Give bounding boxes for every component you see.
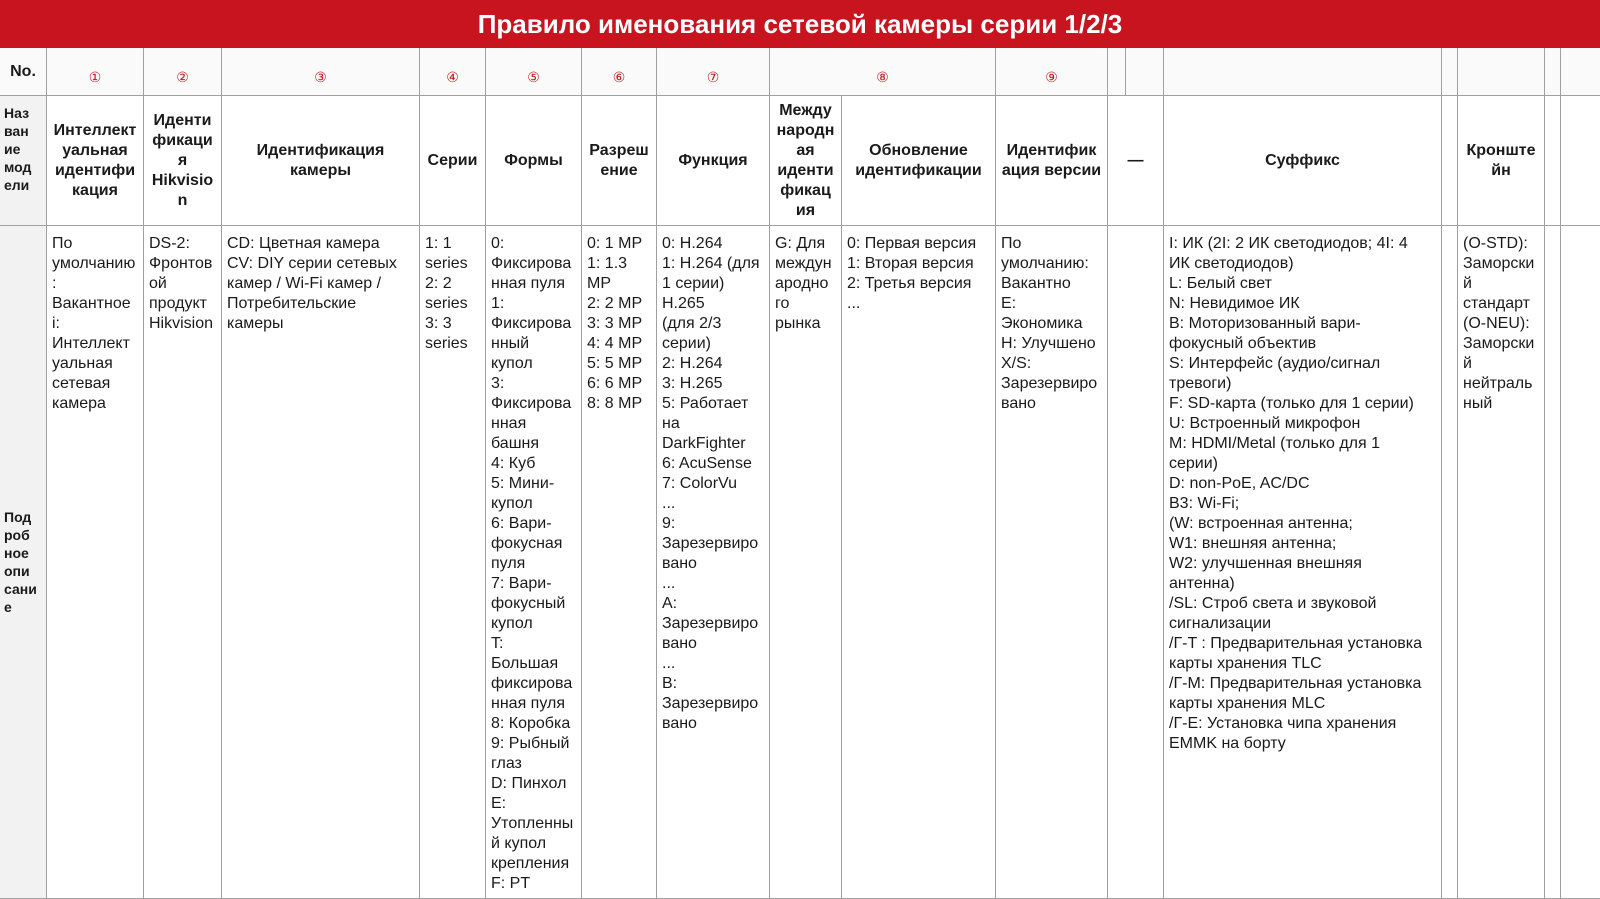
blank-header-cell bbox=[1164, 48, 1442, 96]
row-label-model-name: Наз ван ие мод ели bbox=[0, 96, 47, 226]
spacer-cell bbox=[1545, 226, 1561, 899]
spacer-cell bbox=[1442, 96, 1458, 226]
detail-international-id: G: Для междун ародно го рынка bbox=[770, 226, 842, 899]
col-header-version-id: Идентифик ация версии bbox=[996, 96, 1108, 226]
spacer-cell bbox=[1561, 96, 1600, 226]
col-header-suffix: Суффикс bbox=[1164, 96, 1442, 226]
blank-header-cell bbox=[1561, 48, 1600, 96]
col-header-international-id: Между народн ая иденти фикац ия bbox=[770, 96, 842, 226]
no-label: No. bbox=[0, 48, 47, 96]
blank-header-cell bbox=[1545, 48, 1561, 96]
col-header-hikvision-id: Иденти фикаци я Hikvisio n bbox=[144, 96, 222, 226]
num-4: ④ bbox=[420, 48, 486, 96]
col-header-bracket: Кронште йн bbox=[1458, 96, 1545, 226]
blank-header-cell bbox=[1458, 48, 1545, 96]
col-header-update-id: Обновление идентификации bbox=[842, 96, 996, 226]
detail-hikvision-id: DS-2: Фронтов ой продукт Hikvision bbox=[144, 226, 222, 899]
col-header-function: Функция bbox=[657, 96, 770, 226]
col-header-resolution: Разреш ение bbox=[582, 96, 657, 226]
blank-header-cell bbox=[1126, 48, 1164, 96]
col-header-intellectual-id: Интеллект уальная идентифи кация bbox=[47, 96, 144, 226]
spacer-cell bbox=[1561, 226, 1600, 899]
naming-rule-table bbox=[0, 48, 1600, 899]
detail-function: 0: H.264 1: H.264 (для 1 серии) H.265 (для 2/3 серии) 2: H.264 3: H.265 5: Работает на DarkFighter 6: AcuSense 7: ColorVu ... 9: Зарезервиро вано ... A: Зарезервиро вано ... B: Зарезервиро вано bbox=[657, 226, 770, 899]
col-header-forms: Формы bbox=[486, 96, 582, 226]
detail-update-id: 0: Первая версия 1: Вторая версия 2: Третья версия ... bbox=[842, 226, 996, 899]
detail-suffix: I: ИК (2I: 2 ИК светодиодов; 4I: 4 ИК светодиодов) L: Белый свет N: Невидимое ИК B: Моторизованный вари- фокусный объектив S: Интерфейс (аудио/сигнал тревоги) F: SD-карта (только для 1 серии) U: Встроенный микрофон M: HDMI/Metal (только для 1 серии) D: non-PoE, AC/DC B3: Wi-Fi; (W: встроенная антенна; W1: внешняя антенна; W2: улучшенная внешняя антенна) /SL: Строб света и звуковой сигнализации /Г-T : Предварительная установка карты хранения TLC /Г-M: Предварительная установка карты хранения MLC /Г-E: Установка чипа хранения EMMK на борту bbox=[1164, 226, 1442, 899]
num-1: ① bbox=[47, 48, 144, 96]
col-header-series: Серии bbox=[420, 96, 486, 226]
spacer-cell bbox=[1545, 96, 1561, 226]
col-header-dash: — bbox=[1108, 96, 1164, 226]
blank-header-cell bbox=[1442, 48, 1458, 96]
detail-bracket: (O-STD): Заморски й стандарт (O-NEU): Заморски й нейтраль ный bbox=[1458, 226, 1545, 899]
num-6: ⑥ bbox=[582, 48, 657, 96]
spacer-cell bbox=[1442, 226, 1458, 899]
detail-forms: 0: Фиксирова нная пуля 1: Фиксирова нный купол 3: Фиксирова нная башня 4: Куб 5: Мини- купол 6: Вари- фокусная пуля 7: Вари- фокусный купол T: Большая фиксирова нная пуля 8: Коробка 9: Рыбный глаз D: Пинхол E: Утопленны й купол крепления F: PT bbox=[486, 226, 582, 899]
num-9: ⑨ bbox=[996, 48, 1108, 96]
num-2: ② bbox=[144, 48, 222, 96]
row-label-description: Под роб ное опи сани е bbox=[0, 226, 47, 899]
blank-header-cell bbox=[1108, 48, 1126, 96]
detail-resolution: 0: 1 MP 1: 1.3 MP 2: 2 MP 3: 3 MP 4: 4 MP 5: 5 MP 6: 6 MP 8: 8 MP bbox=[582, 226, 657, 899]
detail-series: 1: 1 series 2: 2 series 3: 3 series bbox=[420, 226, 486, 899]
detail-version-id: По умолчанию: Вакантно E: Экономика H: Улучшено X/S: Зарезервиро вано bbox=[996, 226, 1108, 899]
num-8: ⑧ bbox=[770, 48, 996, 96]
num-7: ⑦ bbox=[657, 48, 770, 96]
num-3: ③ bbox=[222, 48, 420, 96]
detail-dash bbox=[1108, 226, 1164, 899]
detail-intellectual-id: По умолчанию : Вакантное i: Интеллект уальная сетевая камера bbox=[47, 226, 144, 899]
page-title: Правило именования сетевой камеры серии 1/2/3 bbox=[0, 0, 1600, 48]
detail-camera-id: CD: Цветная камера CV: DIY серии сетевых камер / Wi-Fi камер / Потребительские камеры bbox=[222, 226, 420, 899]
col-header-camera-id: Идентификация камеры bbox=[222, 96, 420, 226]
num-5: ⑤ bbox=[486, 48, 582, 96]
